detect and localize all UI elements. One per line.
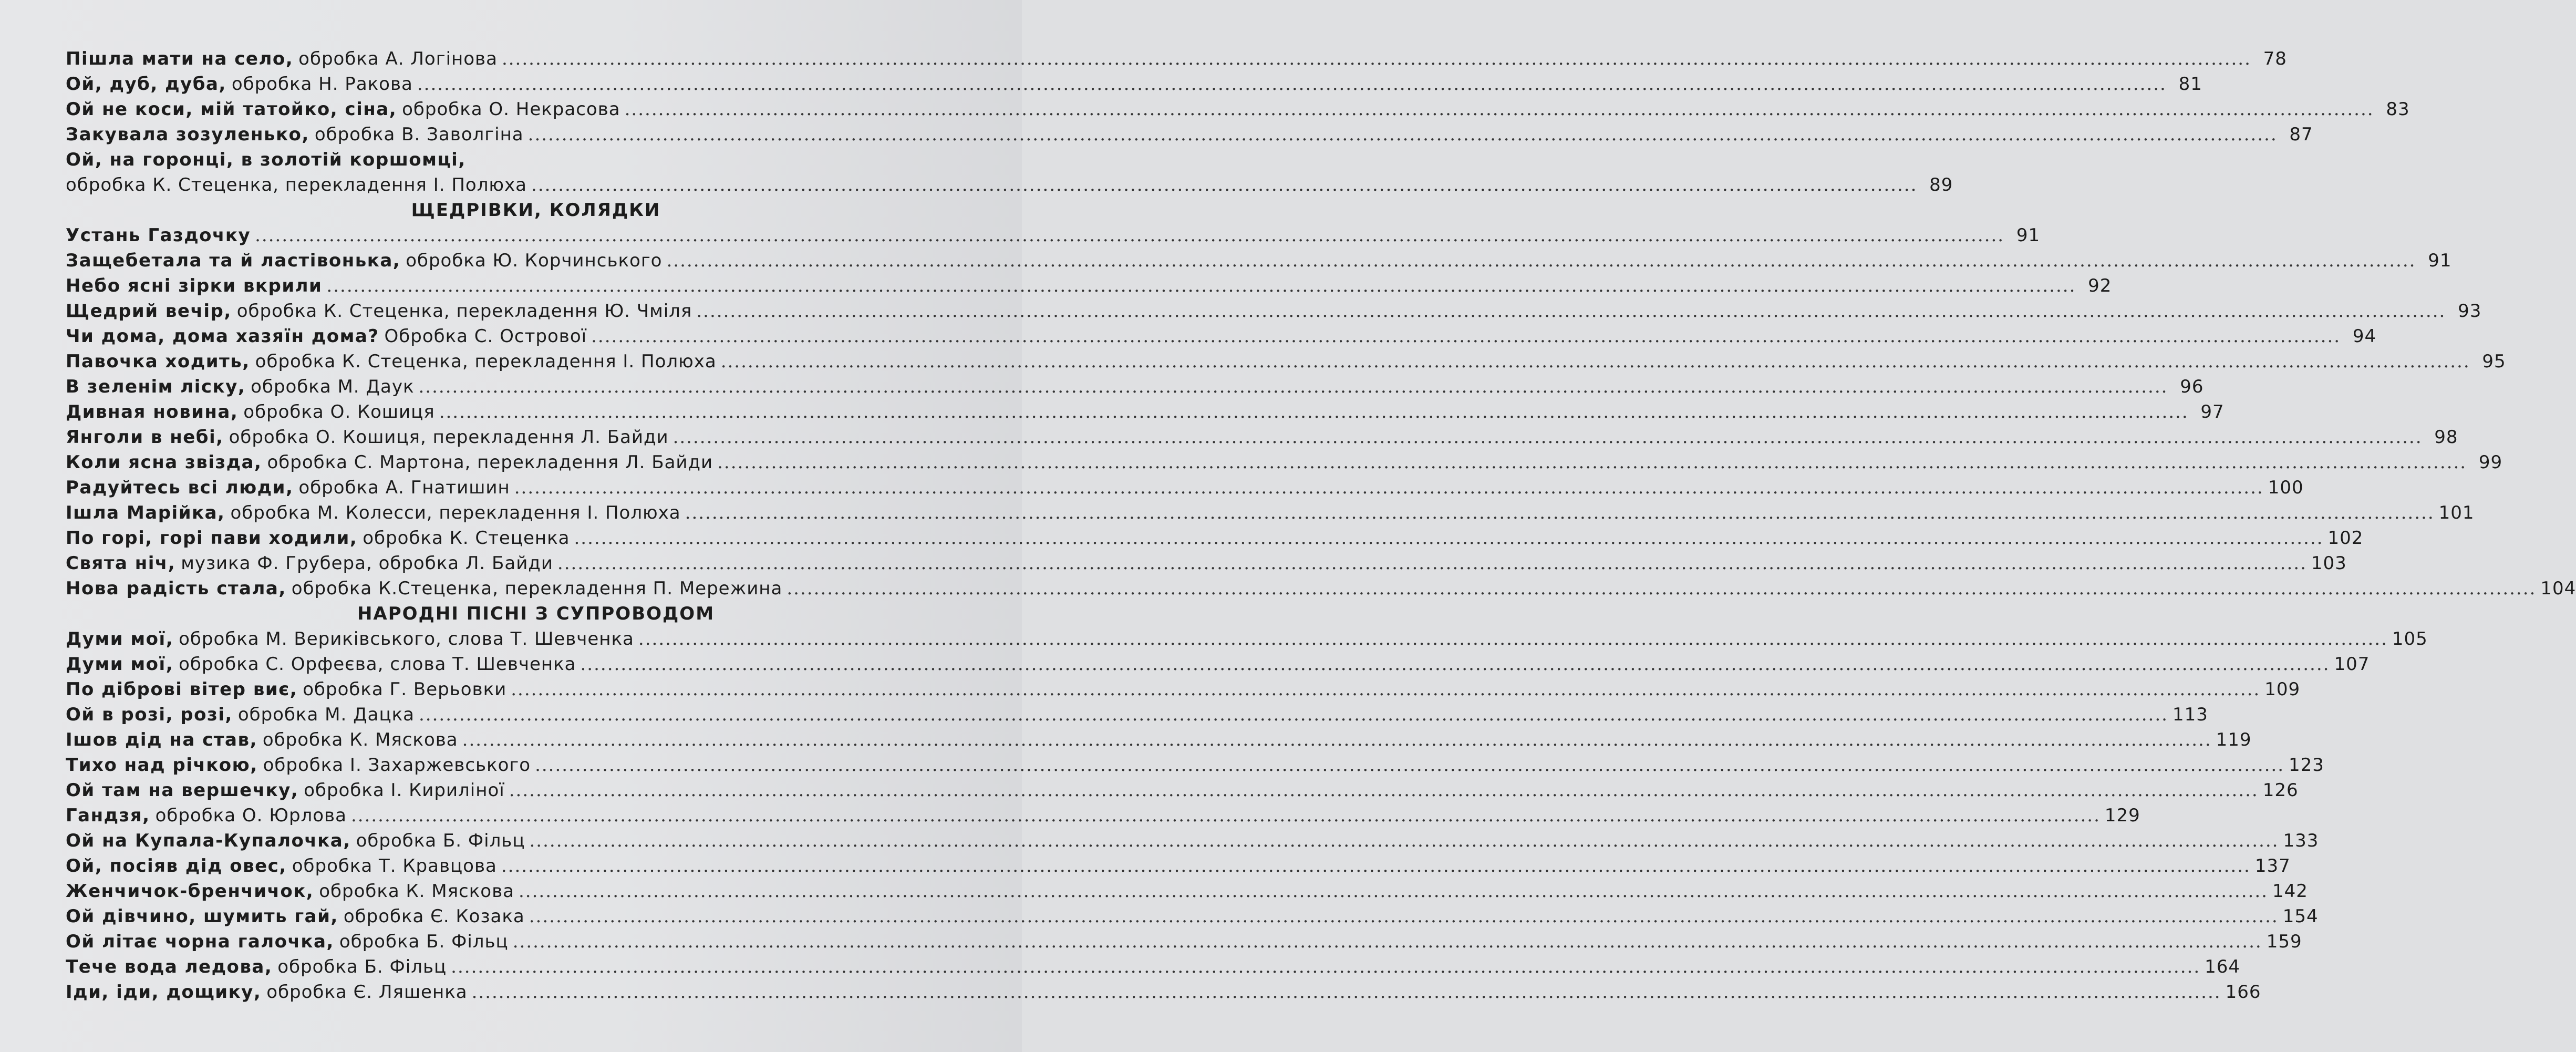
- toc-entry-page: 113: [2172, 704, 2208, 725]
- toc-entry-title: Пішла мати на село,: [66, 48, 294, 69]
- toc-entry-title: Закувала зозуленько,: [66, 124, 309, 145]
- dot-leader: ....................................................................................................................................................................................................................................................................: [673, 427, 2423, 448]
- toc-entry: [66, 122, 2313, 147]
- toc-entry-page: 87: [2289, 124, 2313, 145]
- toc-entry-title: Павочка ходить,: [66, 351, 250, 372]
- toc-entry-title: Ой не коси, мій татойко, сіна,: [66, 99, 397, 120]
- toc-entry-page: 91: [2428, 250, 2452, 271]
- toc-entry-arrangement: обробка Є. Козака: [343, 906, 525, 927]
- toc-entry-arrangement: обробка Г. Верьовки: [303, 679, 507, 700]
- toc-entry-title: Ой дівчино, шумить гай,: [66, 906, 338, 927]
- toc-entry: [66, 525, 2364, 551]
- toc-entry-title: Ой, на горонці, в золотій коршомці,: [66, 149, 466, 170]
- toc-entry-page: 91: [2016, 225, 2041, 246]
- toc-entry: [66, 954, 2241, 979]
- toc-entry-arrangement: обробка Б. Фільц: [339, 931, 509, 952]
- toc-entry-page: 95: [2482, 351, 2506, 372]
- toc-entry-arrangement: обробка О. Некрасова: [402, 99, 620, 120]
- toc-entry-arrangement: обробка С. Орфеєва, слова Т. Шевченка: [179, 654, 576, 675]
- dot-leader: ....................................................................................................................................................................................................................................................................: [418, 376, 2168, 397]
- toc-entry-arrangement: обробка К. Стеценка: [363, 528, 570, 549]
- toc-entry: [66, 727, 2252, 752]
- toc-entry-arrangement: обробка К. Мяскова: [319, 881, 514, 902]
- toc-entry: [66, 677, 2301, 702]
- toc-entry: [66, 450, 2503, 475]
- toc-entry-arrangement: обробка Н. Ракова: [231, 74, 413, 95]
- toc-entry: [66, 223, 2041, 248]
- toc-entry: [66, 324, 2377, 349]
- dot-leader: ....................................................................................................................................................................................................................................................................: [255, 225, 2005, 246]
- toc-entry: [66, 803, 2140, 828]
- dot-leader: ....................................................................................................................................................................................................................................................................: [638, 628, 2388, 649]
- toc-entry: [66, 273, 2112, 298]
- toc-entry-title: Ішов дід на став,: [66, 729, 257, 750]
- toc-entry: [66, 752, 2324, 778]
- dot-leader: ....................................................................................................................................................................................................................................................................: [624, 99, 2374, 120]
- toc-entry-title: В зеленім ліску,: [66, 376, 246, 397]
- toc-entry-page: 126: [2262, 780, 2299, 801]
- toc-entry-two-line: [66, 147, 1953, 198]
- toc-entry-title: Коли ясна звізда,: [66, 452, 262, 473]
- dot-leader: ....................................................................................................................................................................................................................................................................: [417, 74, 2167, 95]
- toc-entry: [66, 551, 2347, 576]
- toc-entry-title: Янголи в небі,: [66, 427, 224, 448]
- toc-entry: [66, 500, 2475, 525]
- toc-entry-page: 89: [1929, 174, 1953, 195]
- toc-entry-arrangement: обробка Б. Фільц: [356, 830, 525, 851]
- toc-entry-title: Ой, посіяв дід овес,: [66, 855, 287, 876]
- dot-leader: ....................................................................................................................................................................................................................................................................: [451, 956, 2201, 977]
- toc-entry-page: 123: [2289, 755, 2324, 776]
- toc-entry-title: Тече вода ледова,: [66, 956, 273, 977]
- toc-entry-title: Нова радість стала,: [66, 578, 286, 599]
- toc-entry: [66, 298, 2482, 324]
- toc-entry-arrangement: обробка Є. Ляшенка: [266, 982, 468, 1003]
- toc-entry-arrangement: обробка М. Колесси, перекладення І. Полюха: [230, 502, 681, 523]
- toc-entry-arrangement: обробка О. Кошиця: [243, 401, 435, 422]
- toc-entry-arrangement: обробка М. Даук: [251, 376, 415, 397]
- toc-entry-title: Защебетала та й ластівонька,: [66, 250, 401, 271]
- toc-entry-arrangement: обробка С. Мартона, перекладення Л. Байди: [267, 452, 713, 473]
- toc-entry: [66, 71, 2202, 97]
- toc-entry-arrangement: обробка К.Стеценка, перекладення П. Мережина: [291, 578, 783, 599]
- toc-entry: [66, 853, 2291, 879]
- toc-entry: [66, 626, 2428, 652]
- toc-entry: [66, 46, 2287, 71]
- toc-entry-arrangement: обробка В. Заволгіна: [314, 124, 524, 145]
- toc-entry: [66, 399, 2225, 425]
- toc-entry-page: 159: [2266, 931, 2302, 952]
- dot-leader: ....................................................................................................................................................................................................................................................................: [509, 780, 2259, 801]
- toc-entry-arrangement: обробка М. Дацка: [237, 704, 415, 725]
- toc-entry-page: 100: [2268, 477, 2304, 498]
- toc-entry-title: Радуйтесь всі люди,: [66, 477, 294, 498]
- toc-entry-arrangement: Обробка С. Острової: [384, 326, 587, 347]
- toc-entry-title: Дивная новина,: [66, 401, 239, 422]
- dot-leader: ....................................................................................................................................................................................................................................................................: [514, 477, 2264, 498]
- toc-entry-arrangement: обробка О. Юрлова: [155, 805, 347, 826]
- dot-leader: ....................................................................................................................................................................................................................................................................: [557, 553, 2307, 574]
- toc-entry: [66, 97, 2410, 122]
- toc-entry-page: 83: [2386, 99, 2410, 120]
- dot-leader: ..............................................................................................................................................................................................................: [531, 174, 1918, 195]
- toc-entry-page: 92: [2088, 275, 2112, 296]
- toc-entry-arrangement: обробка А. Логінова: [298, 48, 498, 69]
- dot-leader: ....................................................................................................................................................................................................................................................................: [717, 452, 2467, 473]
- dot-leader: ....................................................................................................................................................................................................................................................................: [666, 250, 2416, 271]
- dot-leader: ....................................................................................................................................................................................................................................................................: [418, 704, 2168, 725]
- toc-entry-title: Устань Газдочку: [66, 225, 251, 246]
- toc-entry-arrangement: обробка К. Стеценка, перекладення І. Полюха: [66, 174, 527, 195]
- toc-entry-arrangement: обробка А. Гнатишин: [298, 477, 510, 498]
- toc-entry-page: 81: [2178, 74, 2202, 95]
- toc-entry-title: Щедрий вечір,: [66, 301, 232, 322]
- toc-entry-title: Тихо над річкою,: [66, 755, 258, 776]
- toc-entry-page: 103: [2311, 553, 2347, 574]
- toc-entry-page: 105: [2392, 628, 2428, 649]
- toc-entry-page: 154: [2282, 906, 2319, 927]
- toc-entry: [66, 248, 2452, 273]
- toc-entry-page: 99: [2478, 452, 2503, 473]
- toc-entry-title: Гандзя,: [66, 805, 150, 826]
- toc-group-2: [66, 223, 2576, 601]
- toc-entry-page: 129: [2104, 805, 2140, 826]
- dot-leader: ....................................................................................................................................................................................................................................................................: [574, 528, 2324, 549]
- toc-entry-arrangement: обробка К. Стеценка, перекладення І. Полюха: [255, 351, 717, 372]
- toc-entry-arrangement: обробка К. Стеценка, перекладення Ю. Чміля: [236, 301, 692, 322]
- dot-leader: ....................................................................................................................................................................................................................................................................: [529, 830, 2279, 851]
- toc-entry-second-line: [66, 172, 1953, 198]
- toc-entry-page: 104: [2540, 578, 2576, 599]
- dot-leader: ....................................................................................................................................................................................................................................................................: [529, 906, 2279, 927]
- toc-entry-arrangement: музика Ф. Грубера, обробка Л. Байди: [181, 553, 553, 574]
- toc-entry-title: Ой в розі, розі,: [66, 704, 233, 725]
- toc-entry-arrangement: обробка І. Захаржевського: [263, 755, 531, 776]
- toc-entry-page: 164: [2205, 956, 2241, 977]
- toc-entry-title: Думи мої,: [66, 654, 174, 675]
- dot-leader: ....................................................................................................................................................................................................................................................................: [511, 679, 2261, 700]
- dot-leader: ....................................................................................................................................................................................................................................................................: [501, 48, 2251, 69]
- toc-entry-arrangement: обробка Ю. Корчинського: [406, 250, 663, 271]
- toc-entry-title: Ой там на вершечку,: [66, 780, 299, 801]
- toc-entry: [66, 702, 2208, 727]
- dot-leader: ....................................................................................................................................................................................................................................................................: [580, 654, 2330, 675]
- dot-leader: ....................................................................................................................................................................................................................................................................: [720, 351, 2470, 372]
- toc-entry: [66, 879, 2308, 904]
- dot-leader: ....................................................................................................................................................................................................................................................................: [501, 855, 2251, 876]
- toc-entry-page: 98: [2434, 427, 2458, 448]
- toc-entry-title: Ой літає чорна галочка,: [66, 931, 334, 952]
- section-heading-folk-songs: НАРОДНІ ПІСНІ З СУПРОВОДОМ: [357, 603, 715, 624]
- toc-entry-title: Свята ніч,: [66, 553, 176, 574]
- dot-leader: ....................................................................................................................................................................................................................................................................: [471, 982, 2221, 1003]
- dot-leader: ....................................................................................................................................................................................................................................................................: [326, 275, 2076, 296]
- section-heading-carols: ЩЕДРІВКИ, КОЛЯДКИ: [411, 200, 661, 221]
- dot-leader: ....................................................................................................................................................................................................................................................................: [591, 326, 2341, 347]
- toc-entry: [66, 425, 2458, 450]
- toc-entry: [66, 778, 2299, 803]
- toc-entry: [66, 374, 2204, 399]
- toc-entry-arrangement: обробка К. Мяскова: [262, 729, 458, 750]
- toc-entry-title: По горі, горі пави ходили,: [66, 528, 358, 549]
- toc-entry-page: 107: [2334, 654, 2370, 675]
- toc-entry-arrangement: обробка О. Кошиця, перекладення Л. Байди: [229, 427, 669, 448]
- toc-group-3: [66, 626, 2428, 1005]
- dot-leader: ....................................................................................................................................................................................................................................................................: [535, 755, 2285, 776]
- toc-entry-page: 166: [2225, 982, 2261, 1003]
- toc-entry-page: 119: [2216, 729, 2252, 750]
- toc-entry-page: 94: [2352, 326, 2377, 347]
- toc-entry: [66, 828, 2319, 853]
- toc-entry-page: 137: [2254, 855, 2291, 876]
- toc-entry-title: Женчичок-бренчичок,: [66, 881, 314, 902]
- dot-leader: ....................................................................................................................................................................................................................................................................: [439, 401, 2189, 422]
- toc-entry: [66, 652, 2370, 677]
- toc-entry: [66, 576, 2576, 601]
- toc-entry-page: 78: [2263, 48, 2287, 69]
- dot-leader: ....................................................................................................................................................................................................................................................................: [696, 301, 2446, 322]
- dot-leader: ....................................................................................................................................................................................................................................................................: [518, 881, 2268, 902]
- toc-entry-page: 93: [2458, 301, 2482, 322]
- toc-entry-page: 133: [2283, 830, 2319, 851]
- toc-entry-arrangement: обробка Т. Кравцова: [292, 855, 497, 876]
- toc-entry-arrangement: обробка І. Кириліної: [304, 780, 505, 801]
- dot-leader: ....................................................................................................................................................................................................................................................................: [512, 931, 2262, 952]
- toc-entry: [66, 929, 2302, 954]
- toc-entry-title: Ой на Купала-Купалочка,: [66, 830, 351, 851]
- toc-entry-page: 109: [2264, 679, 2301, 700]
- toc-entry: [66, 904, 2319, 929]
- toc-entry-page: 97: [2200, 401, 2225, 422]
- toc-entry-title: Небо ясні зірки вкрили: [66, 275, 323, 296]
- toc-entry-title: Ой, дуб, дуба,: [66, 74, 226, 95]
- dot-leader: ....................................................................................................................................................................................................................................................................: [685, 502, 2435, 523]
- table-of-contents: [66, 46, 2576, 1005]
- toc-entry-page: 101: [2438, 502, 2475, 523]
- toc-entry: [66, 979, 2261, 1005]
- toc-entry-title: Чи дома, дома хазяїн дома?: [66, 326, 379, 347]
- toc-entry-arrangement: обробка М. Вериківського, слова Т. Шевченка: [179, 628, 634, 649]
- toc-entry-page: 96: [2180, 376, 2204, 397]
- dot-leader: ....................................................................................................................................................................................................................................................................: [527, 124, 2278, 145]
- toc-entry: [66, 349, 2506, 374]
- toc-entry-title: По діброві вітер виє,: [66, 679, 298, 700]
- toc-entry-title: Ішла Марійка,: [66, 502, 225, 523]
- dot-leader: ....................................................................................................................................................................................................................................................................: [462, 729, 2212, 750]
- toc-entry: [66, 475, 2304, 500]
- dot-leader: ....................................................................................................................................................................................................................................................................: [787, 578, 2537, 599]
- toc-entry-title: Іди, іди, дощику,: [66, 982, 262, 1003]
- toc-entry-page: 102: [2327, 528, 2364, 549]
- toc-entry-arrangement: обробка Б. Фільц: [277, 956, 447, 977]
- toc-group-1: [66, 46, 2410, 147]
- dot-leader: ....................................................................................................................................................................................................................................................................: [350, 805, 2101, 826]
- toc-entry-title: Думи мої,: [66, 628, 174, 649]
- toc-entry-page: 142: [2272, 881, 2308, 902]
